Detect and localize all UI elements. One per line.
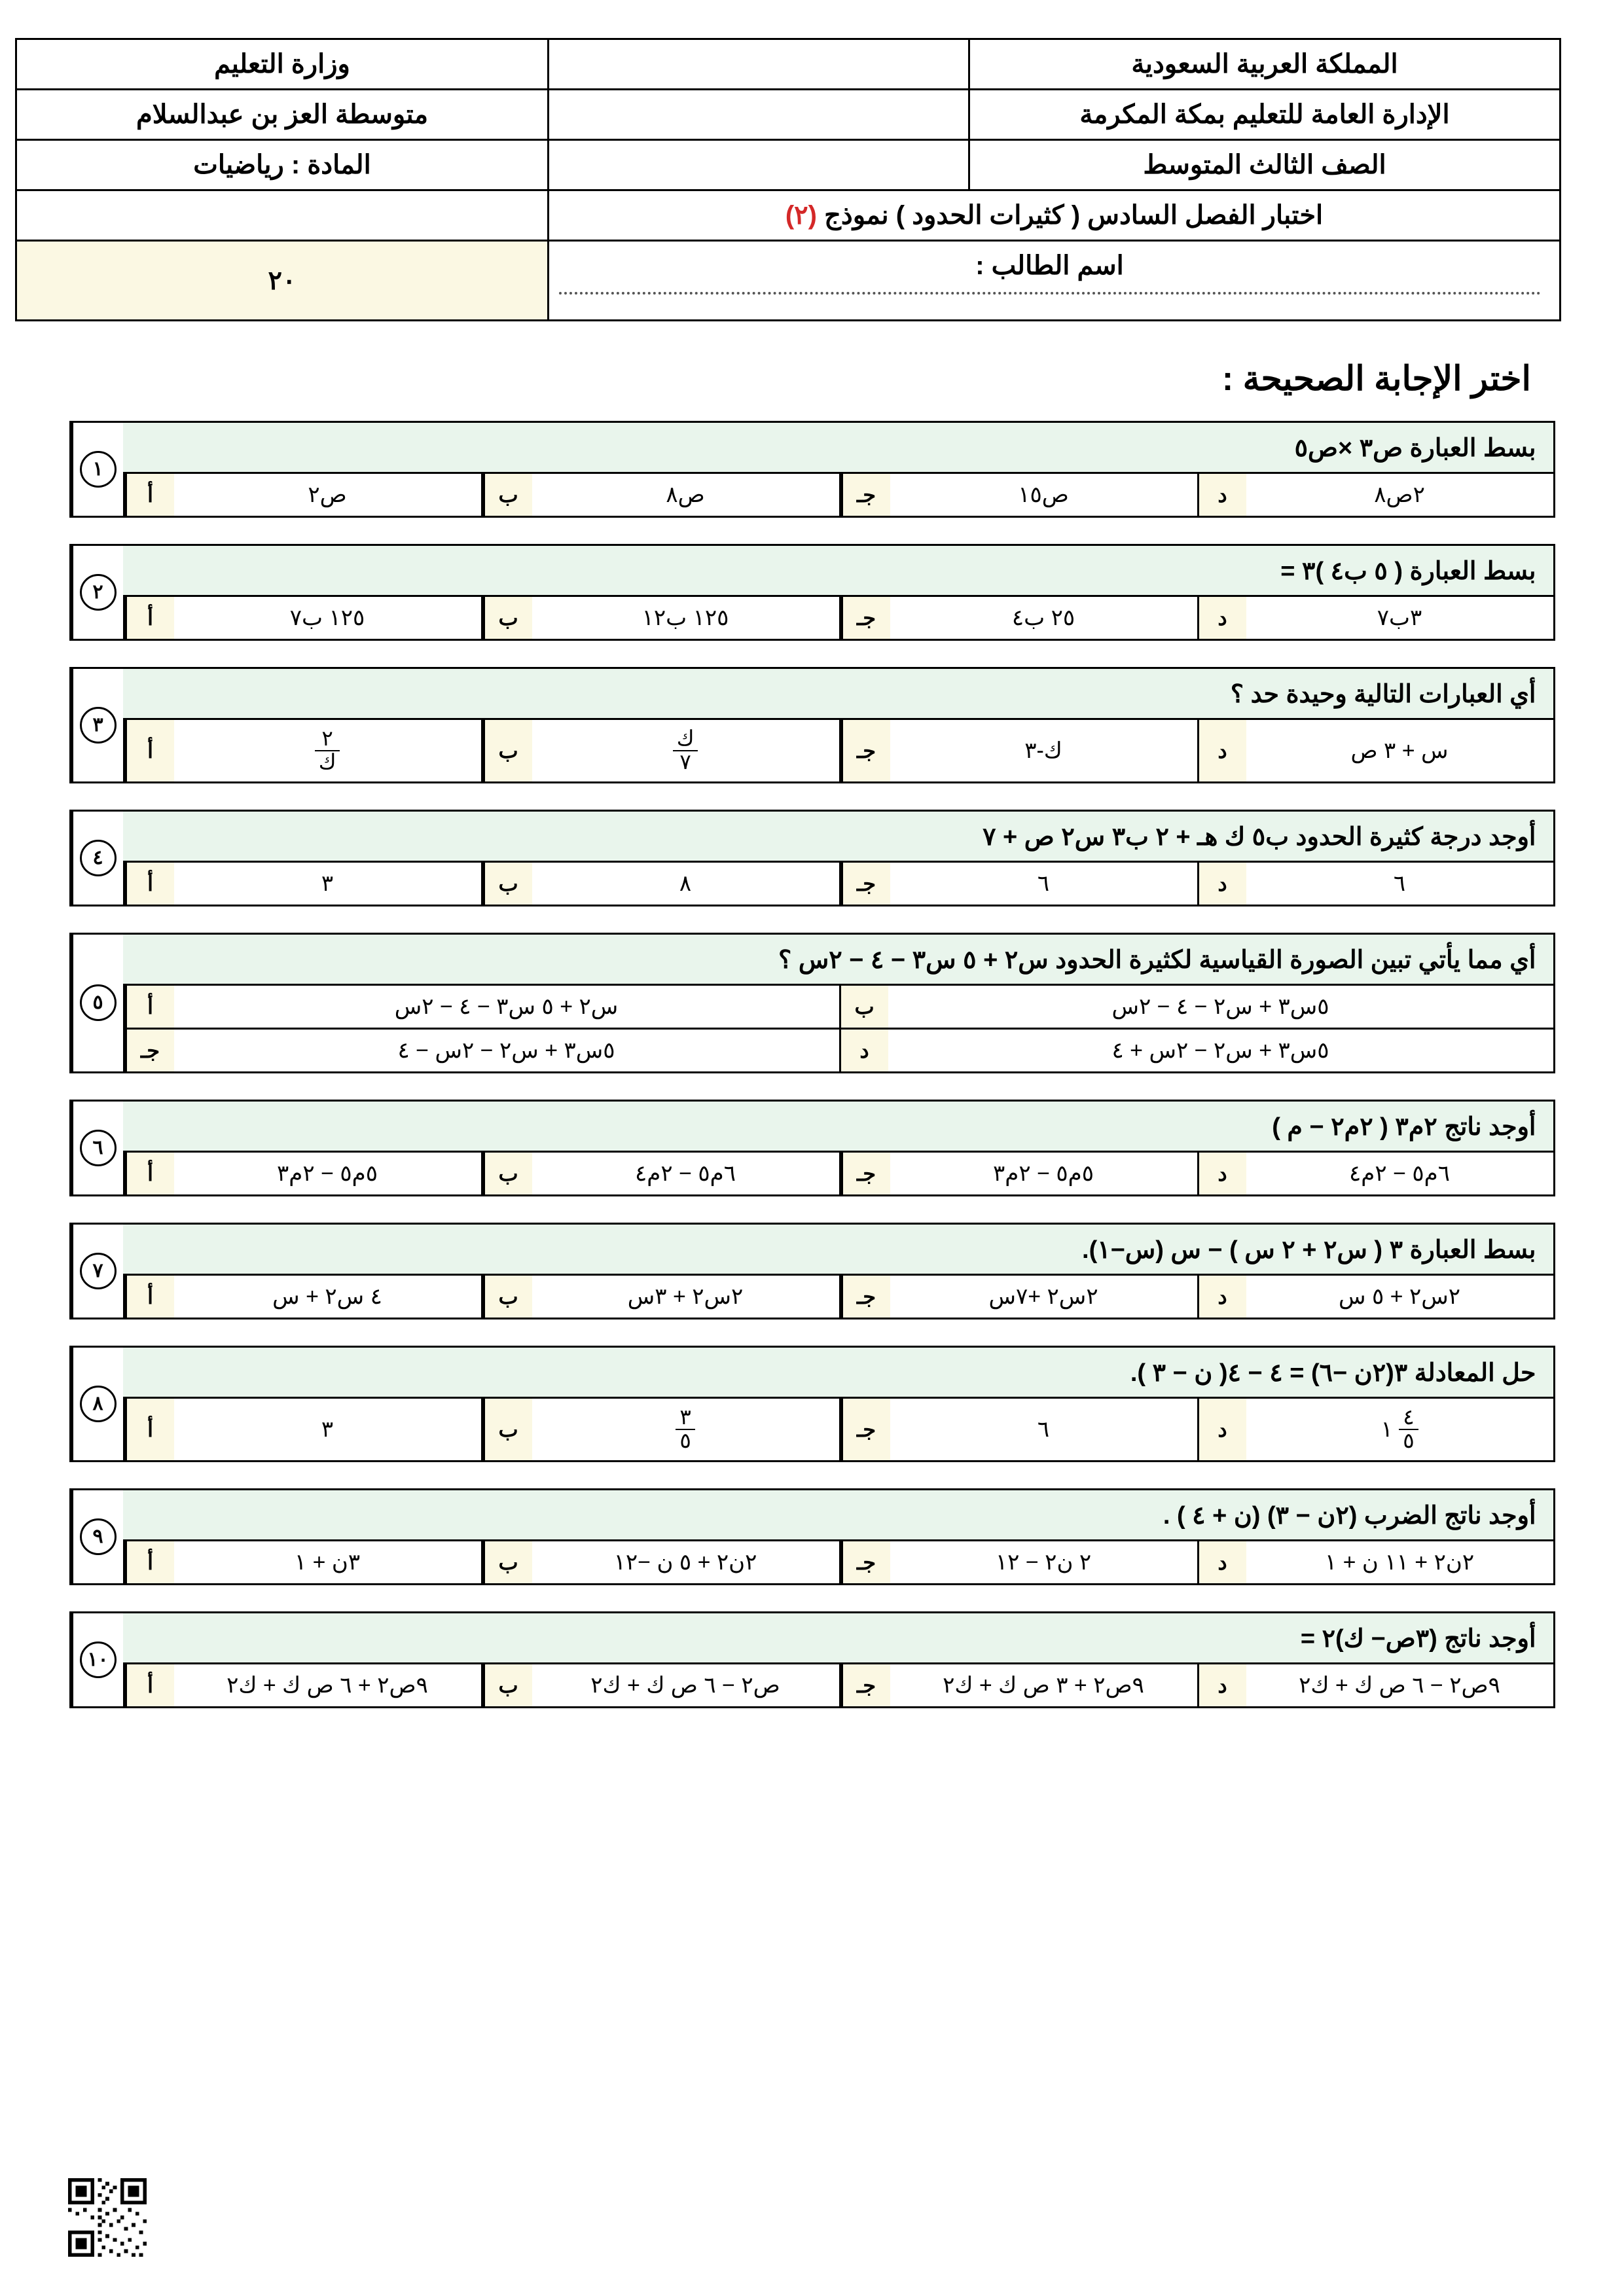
option-letter: ب bbox=[483, 474, 532, 516]
option-letter: جـ bbox=[841, 597, 890, 639]
header-empty-cell bbox=[549, 39, 969, 90]
option-text: ٦ bbox=[1037, 1416, 1050, 1442]
question-block bbox=[69, 667, 1555, 783]
option[interactable] bbox=[481, 597, 839, 639]
option-letter: أ bbox=[125, 1153, 174, 1194]
option-letter: ب bbox=[483, 597, 532, 639]
question-number-text: ٩ bbox=[80, 1518, 117, 1555]
question-number bbox=[71, 1490, 123, 1583]
option[interactable] bbox=[123, 597, 481, 639]
option-text: ٣ب٧ bbox=[1377, 605, 1422, 630]
subject-cell: المادة : رياضيات bbox=[16, 140, 549, 190]
option-text: ٢س٢ + ٣س bbox=[627, 1283, 744, 1309]
option[interactable] bbox=[839, 597, 1197, 639]
question-number bbox=[71, 935, 123, 1071]
exam-model-number: (٢) bbox=[785, 201, 817, 230]
option-text: س + ٣ ص bbox=[1350, 738, 1449, 763]
question-stem: حل المعادلة ٣(٢ن −٦) = ٤ − ٤( ن − ٣ ). bbox=[123, 1348, 1553, 1399]
option-text: ص٢ − ٦ ص ك + ك٢ bbox=[590, 1672, 780, 1698]
student-name-label: اسم الطالب : bbox=[975, 251, 1124, 280]
option[interactable] bbox=[839, 863, 1197, 905]
option-text: ك-٣ bbox=[1024, 738, 1062, 763]
option[interactable] bbox=[839, 1664, 1197, 1706]
option-letter: أ bbox=[125, 1664, 174, 1706]
question-number-text: ٣ bbox=[80, 707, 117, 744]
question-number bbox=[71, 546, 123, 639]
option[interactable] bbox=[123, 720, 481, 781]
option-letter: د bbox=[1197, 1276, 1246, 1318]
header-row-3 bbox=[16, 140, 1561, 190]
option[interactable] bbox=[481, 474, 839, 516]
option-letter: جـ bbox=[841, 720, 890, 781]
option[interactable] bbox=[1197, 474, 1553, 516]
option-letter: جـ bbox=[841, 1276, 890, 1318]
option-letter: د bbox=[1197, 597, 1246, 639]
option-text: ٢س٢ + ٥ س bbox=[1339, 1283, 1461, 1309]
option-letter: د bbox=[1197, 1399, 1246, 1460]
option[interactable] bbox=[1197, 1399, 1553, 1460]
instruction-heading: اختر الإجابة الصحيحة : bbox=[1221, 360, 1531, 398]
option-letter: ب bbox=[483, 1399, 532, 1460]
option-text: ٢٥ ب٤ bbox=[1011, 605, 1075, 630]
option[interactable] bbox=[1197, 1541, 1553, 1583]
question-stem: أوجد درجة كثيرة الحدود ب٥ ك هـ + ٢ ب٣ س٢ ص + ٧ bbox=[123, 812, 1553, 863]
question-stem: أوجد ناتج الضرب (٢ن − ٣) (ن + ٤ ) . bbox=[123, 1490, 1553, 1541]
option-letter: أ bbox=[125, 720, 174, 781]
question-number bbox=[71, 812, 123, 905]
option[interactable] bbox=[481, 863, 839, 905]
option-text: ٦م٥ − ٢م٤ bbox=[635, 1160, 736, 1186]
mark-cell: ٢٠ bbox=[16, 241, 549, 321]
option-letter: د bbox=[1197, 1541, 1246, 1583]
option-text: ٣ bbox=[321, 1416, 334, 1442]
question-number-text: ١ bbox=[80, 451, 117, 488]
question-stem: أي مما يأتي تبين الصورة القياسية لكثيرة الحدود س٢ + ٥ س٣ − ٤ − ٢س ؟ bbox=[123, 935, 1553, 986]
option[interactable] bbox=[1197, 1153, 1553, 1194]
option[interactable] bbox=[481, 1399, 839, 1460]
option[interactable] bbox=[839, 1153, 1197, 1194]
option[interactable] bbox=[123, 1276, 481, 1318]
header-row-name bbox=[16, 241, 1561, 321]
option-letter: جـ bbox=[841, 1664, 890, 1706]
question-number bbox=[71, 423, 123, 516]
option-letter: ب bbox=[483, 863, 532, 905]
option-text: ٦م٥ − ٢م٤ bbox=[1349, 1160, 1450, 1186]
option-letter: د bbox=[1197, 720, 1246, 781]
question-number bbox=[71, 1613, 123, 1706]
option-text: ٢ن٢ + ١١ ن + ١ bbox=[1324, 1549, 1475, 1575]
option-text: ص٨ bbox=[666, 482, 705, 507]
option[interactable] bbox=[839, 474, 1197, 516]
header-row-2 bbox=[16, 90, 1561, 140]
option-text: ٢ص٨ bbox=[1374, 482, 1425, 507]
option-letter: جـ bbox=[841, 1399, 890, 1460]
option-letter: أ bbox=[125, 863, 174, 905]
option-letter: د bbox=[1197, 863, 1246, 905]
option[interactable] bbox=[1197, 1276, 1553, 1318]
header-empty-cell-3 bbox=[549, 140, 969, 190]
option-letter: ب bbox=[839, 986, 888, 1028]
option-text: ٣ bbox=[321, 870, 334, 896]
question-block bbox=[69, 810, 1555, 906]
question-block bbox=[69, 1223, 1555, 1319]
option-text: ٩ص٢ + ٦ ص ك + ك٢ bbox=[226, 1672, 428, 1698]
question-number-text: ١٠ bbox=[80, 1641, 117, 1678]
option[interactable] bbox=[123, 1541, 481, 1583]
option-text: ٦ bbox=[1393, 870, 1406, 896]
grade-cell: الصف الثالث المتوسط bbox=[969, 140, 1561, 190]
option-letter: جـ bbox=[125, 1030, 174, 1071]
title-blank-cell bbox=[16, 190, 549, 241]
option-letter: ب bbox=[483, 1153, 532, 1194]
option-text: $\frac{٢}{\text{ك}}$ bbox=[174, 720, 481, 781]
options-row bbox=[123, 863, 1553, 905]
option-text: ص٢ bbox=[308, 482, 347, 507]
option-text: ٢ن٢ + ٥ ن −١٢ bbox=[613, 1549, 757, 1575]
option[interactable] bbox=[839, 1399, 1197, 1460]
option[interactable] bbox=[839, 1541, 1197, 1583]
options-row bbox=[123, 1399, 1553, 1460]
student-name-cell bbox=[549, 241, 1561, 321]
options-row bbox=[123, 720, 1553, 781]
options-row bbox=[123, 1030, 1553, 1071]
header-row-title bbox=[16, 190, 1561, 241]
options-row bbox=[123, 1153, 1553, 1194]
qr-code bbox=[68, 2178, 147, 2257]
question-number-text: ٥ bbox=[80, 984, 117, 1021]
option[interactable] bbox=[123, 1153, 481, 1194]
option-letter: ب bbox=[483, 1664, 532, 1706]
options-row bbox=[123, 1276, 1553, 1318]
question-number-text: ٦ bbox=[80, 1130, 117, 1166]
ministry-cell: وزارة التعليم bbox=[16, 39, 549, 90]
question-block bbox=[69, 1100, 1555, 1196]
option[interactable] bbox=[123, 1664, 481, 1706]
option-letter: د bbox=[839, 1030, 888, 1071]
question-stem: بسط العبارة ٣ ( س٢ + ٢ س ) − س (س−١). bbox=[123, 1225, 1553, 1276]
option-text: ١٢٥ ب٧ bbox=[289, 605, 365, 630]
option-text: ٢ ن٢ − ١٢ bbox=[995, 1549, 1092, 1575]
option[interactable] bbox=[481, 1153, 839, 1194]
option-letter: أ bbox=[125, 986, 174, 1028]
question-block bbox=[69, 933, 1555, 1073]
question-block bbox=[69, 1488, 1555, 1585]
option[interactable] bbox=[481, 1276, 839, 1318]
question-stem: بسط العبارة ( ٥ ب٤ )٣ = bbox=[123, 546, 1553, 597]
student-name-input[interactable] bbox=[559, 292, 1541, 295]
option-text: ٥س٣ + س٢ − ٢س − ٤ bbox=[397, 1037, 615, 1063]
option-letter: أ bbox=[125, 597, 174, 639]
option-letter: أ bbox=[125, 1399, 174, 1460]
option-text: س٢ + ٥ س٣ − ٤ − ٢س bbox=[394, 994, 619, 1019]
option-text: ٣ن + ١ bbox=[294, 1549, 361, 1575]
option-letter: أ bbox=[125, 1276, 174, 1318]
option-text: ٢س٢ +٧س bbox=[988, 1283, 1098, 1309]
options-row bbox=[123, 1664, 1553, 1706]
option[interactable] bbox=[123, 863, 481, 905]
option-letter: جـ bbox=[841, 474, 890, 516]
question-stem: بسط العبارة ص٣ ×ص٥ bbox=[123, 423, 1553, 474]
option-letter: أ bbox=[125, 474, 174, 516]
option-letter: جـ bbox=[841, 1541, 890, 1583]
option[interactable] bbox=[839, 1030, 1553, 1071]
question-stem: أوجد ناتج ٢م٣ ( ٢م٢ − م ) bbox=[123, 1102, 1553, 1153]
option-text: ٩ص٢ − ٦ ص ك + ك٢ bbox=[1299, 1672, 1500, 1698]
option[interactable] bbox=[123, 986, 839, 1028]
options-row bbox=[123, 1541, 1553, 1583]
exam-title-cell bbox=[549, 190, 1561, 241]
option[interactable] bbox=[481, 1664, 839, 1706]
header-empty-cell-2 bbox=[549, 90, 969, 140]
option-text: ٥م٥ − ٢م٣ bbox=[277, 1160, 378, 1186]
option[interactable] bbox=[123, 1030, 839, 1071]
option[interactable] bbox=[1197, 1664, 1553, 1706]
option-letter: أ bbox=[125, 1541, 174, 1583]
option-letter: جـ bbox=[841, 863, 890, 905]
question-stem: أوجد ناتج (٣ص− ك)٢ = bbox=[123, 1613, 1553, 1664]
option[interactable] bbox=[839, 986, 1553, 1028]
question-stem: أي العبارات التالية وحيدة حد ؟ bbox=[123, 669, 1553, 720]
question-number-text: ٤ bbox=[80, 840, 117, 876]
kingdom-cell: المملكة العربية السعودية bbox=[969, 39, 1561, 90]
directorate-cell: الإدارة العامة للتعليم بمكة المكرمة bbox=[969, 90, 1561, 140]
question-block bbox=[69, 1611, 1555, 1708]
school-cell: متوسطة العز بن عبدالسلام bbox=[16, 90, 549, 140]
option-letter: جـ bbox=[841, 1153, 890, 1194]
question-block bbox=[69, 1346, 1555, 1462]
question-block bbox=[69, 544, 1555, 641]
option-text: ٥س٣ + س٢ − ٤ − ٢س bbox=[1111, 994, 1329, 1019]
option[interactable] bbox=[1197, 863, 1553, 905]
option-text: ٨ bbox=[679, 870, 692, 896]
option[interactable] bbox=[839, 1276, 1197, 1318]
option-letter: ب bbox=[483, 1541, 532, 1583]
option-letter: د bbox=[1197, 1153, 1246, 1194]
option-text: ٥س٣ + س٢ − ٢س + ٤ bbox=[1111, 1037, 1329, 1063]
exam-title-text: اختبار الفصل السادس ( كثيرات الحدود ) نموذج bbox=[824, 201, 1324, 230]
option-text: ٤ س٢ + س bbox=[272, 1283, 382, 1309]
question-number bbox=[71, 669, 123, 781]
option-text: $\frac{\text{ك}}{٧}$ bbox=[532, 720, 839, 781]
options-row bbox=[123, 474, 1553, 516]
question-number bbox=[71, 1225, 123, 1318]
option-text: ص١٥ bbox=[1018, 482, 1069, 507]
option-text: ١٢٥ ب١٢ bbox=[641, 605, 729, 630]
header-row-1 bbox=[16, 39, 1561, 90]
option[interactable] bbox=[839, 720, 1197, 781]
option[interactable] bbox=[1197, 597, 1553, 639]
option-letter: د bbox=[1197, 474, 1246, 516]
question-number bbox=[71, 1348, 123, 1460]
option-text: ٥م٥ − ٢م٣ bbox=[993, 1160, 1094, 1186]
option[interactable] bbox=[1197, 720, 1553, 781]
option[interactable] bbox=[481, 1541, 839, 1583]
option-text: $\frac{٣}{٥}$ bbox=[532, 1399, 839, 1460]
option-letter: د bbox=[1197, 1664, 1246, 1706]
option-text: ٦ bbox=[1037, 870, 1050, 896]
question-number bbox=[71, 1102, 123, 1194]
question-number-text: ٢ bbox=[80, 574, 117, 611]
question-number-text: ٨ bbox=[80, 1386, 117, 1422]
option[interactable] bbox=[123, 474, 481, 516]
question-block bbox=[69, 421, 1555, 518]
option-text: $\frac{٤}{٥}$ ١ bbox=[1246, 1399, 1553, 1460]
question-number-text: ٧ bbox=[80, 1253, 117, 1289]
option-letter: ب bbox=[483, 1276, 532, 1318]
option-text: ٩ص٢ + ٣ ص ك + ك٢ bbox=[943, 1672, 1144, 1698]
option-letter: ب bbox=[483, 720, 532, 781]
header-table bbox=[15, 38, 1561, 321]
options-row bbox=[123, 597, 1553, 639]
options-row bbox=[123, 986, 1553, 1030]
option[interactable] bbox=[123, 1399, 481, 1460]
option[interactable] bbox=[481, 720, 839, 781]
